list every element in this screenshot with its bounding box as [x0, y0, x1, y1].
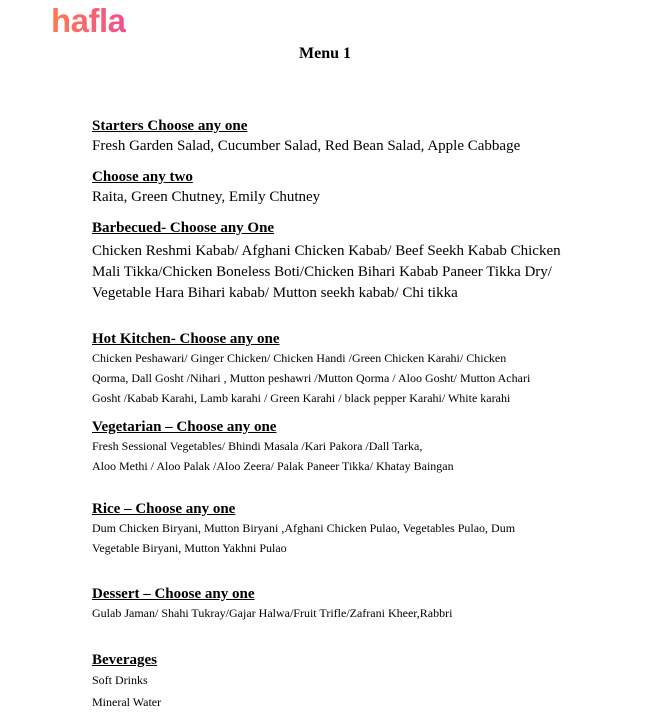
rice-line: Dum Chicken Biryani, Mutton Biryani ,Afghani Chicken Pulao, Vegetables Pulao, Dum	[92, 521, 516, 535]
rice-section	[92, 500, 632, 558]
beverages-heading: Beverages	[92, 652, 157, 668]
barbecued-line: Chicken Reshmi Kabab/ Afghani Chicken Kabab/ Beef Seekh Kabab Chicken	[92, 243, 561, 259]
choose-two-section	[92, 168, 632, 208]
barbecued-items	[92, 241, 632, 304]
beverage-item: Soft Drinks	[92, 673, 148, 687]
hot-kitchen-line: Gosht /Kabab Karahi, Lamb karahi / Green Karahi / black pepper Karahi/ White karahi	[92, 391, 511, 405]
vegetarian-heading: Vegetarian – Choose any one	[92, 419, 277, 435]
vegetarian-section	[92, 418, 632, 476]
barbecued-heading: Barbecued- Choose any One	[92, 220, 275, 236]
hot-kitchen-line: Chicken Peshawari/ Ginger Chicken/ Chicken Handi /Green Chicken Karahi/ Chicken	[92, 351, 507, 365]
barbecued-line: Vegetable Hara Bihari kabab/ Mutton seekh kabab/ Chi tikka	[92, 285, 458, 301]
starters-items: Fresh Garden Salad, Cucumber Salad, Red Bean Salad, Apple Cabbage	[92, 138, 521, 154]
rice-line: Vegetable Biryani, Mutton Yakhni Pulao	[92, 541, 287, 555]
dessert-items: Gulab Jaman/ Shahi Tukray/Gajar Halwa/Fruit Trifle/Zafrani Kheer,Rabbri	[92, 606, 453, 620]
rice-items	[92, 518, 632, 558]
hafla-logo: hafla	[51, 2, 126, 39]
hot-kitchen-line: Qorma, Dall Gosht /Nihari , Mutton peshawri /Mutton Qorma / Aloo Gosht/ Mutton Achari	[92, 371, 531, 385]
starters-heading: Starters Choose any one	[92, 118, 248, 134]
choose-two-items: Raita, Green Chutney, Emily Chutney	[92, 189, 321, 205]
beverages-items	[92, 669, 632, 713]
hot-kitchen-items	[92, 348, 632, 408]
page-title: Menu 1	[299, 45, 351, 62]
dessert-heading: Dessert – Choose any one	[92, 586, 255, 602]
vegetarian-line: Fresh Sessional Vegetables/ Bhindi Masala /Kari Pakora /Dall Tarka,	[92, 439, 423, 453]
rice-heading: Rice – Choose any one	[92, 501, 236, 517]
vegetarian-items	[92, 436, 632, 476]
dessert-section	[92, 585, 632, 623]
beverage-item: Mineral Water	[92, 695, 162, 709]
choose-two-heading: Choose any two	[92, 169, 193, 185]
barbecued-section	[92, 219, 632, 304]
hot-kitchen-heading: Hot Kitchen- Choose any one	[92, 331, 280, 347]
starters-section	[92, 117, 632, 157]
vegetarian-line: Aloo Methi / Aloo Palak /Aloo Zeera/ Palak Paneer Tikka/ Khatay Baingan	[92, 459, 454, 473]
barbecued-line: Mali Tikka/Chicken Boneless Boti/Chicken Bihari Kabab Paneer Tikka Dry/	[92, 264, 552, 280]
beverages-section	[92, 651, 632, 713]
hot-kitchen-section	[92, 330, 632, 408]
